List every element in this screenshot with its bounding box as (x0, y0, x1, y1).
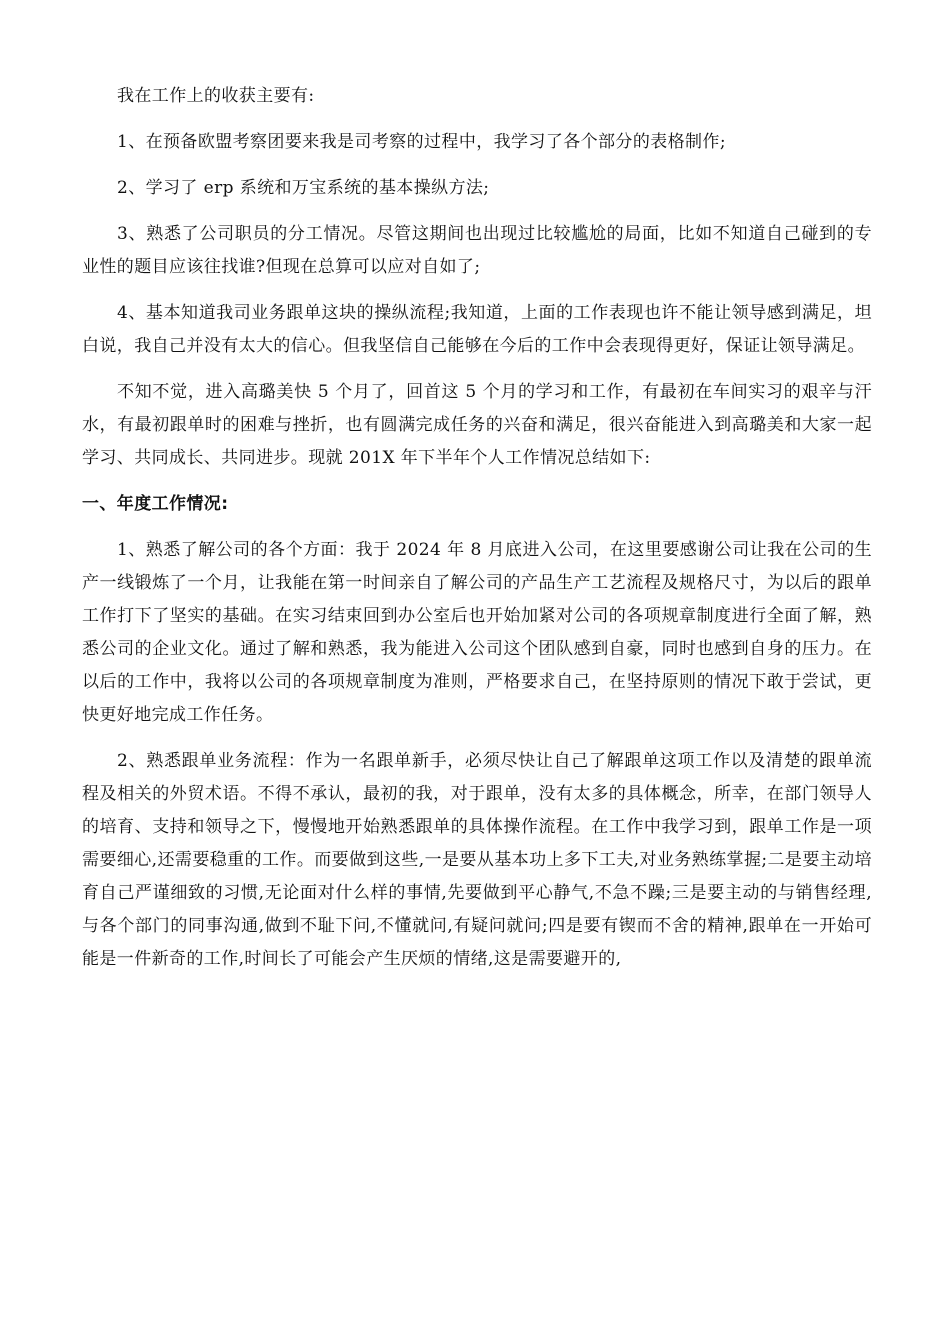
paragraph-item-2: 2、学习了 erp 系统和万宝系统的基本操纵方法; (117, 178, 490, 198)
paragraph-item-3: 3、熟悉了公司职员的分工情况。尽管这期间也出现过比较尴尬的局面，比如不知道自己碰到的专业性的题目应该往找谁?但现在总算可以应对自如了; (82, 224, 872, 277)
paragraph-item-4: 4、基本知道我司业务跟单这块的操纵流程;我知道，上面的工作表现也许不能让领导感到满足，坦白说，我自己并没有太大的信心。但我坚信自己能够在今后的工作中会表现得更好，保证让领导满足。 (82, 303, 872, 356)
paragraph-summary-intro: 不知不觉，进入高璐美快 5 个月了，回首这 5 个月的学习和工作，有最初在车间实习的艰辛与汗水，有最初跟单时的困难与挫折，也有圆满完成任务的兴奋和满足，很兴奋能进入到高璐美和大家一起学习、共同成长、共同进步。现就 201X 年下半年个人工作情况总结如下: (82, 382, 872, 468)
document-page (82, 80, 872, 989)
paragraph-order-process: 2、熟悉跟单业务流程：作为一名跟单新手，必须尽快让自己了解跟单这项工作以及清楚的跟单流程及相关的外贸术语。不得不承认，最初的我，对于跟单，没有太多的具体概念，所幸，在部门领导人的培育、支持和领导之下，慢慢地开始熟悉跟单的具体操作流程。在工作中我学习到，跟单工作是一项需要细心,还需要稳重的工作。而要做到这些,一是要从基本功上多下工夫,对业务熟练掌握;二是要主动培育自己严谨细致的习惯,无论面对什么样的事情,先要做到平心静气,不急不躁;三是要主动的与销售经理,与各个部门的同事沟通,做到不耻下问,不懂就问,有疑问就问;四是要有锲而不舍的精神,跟单在一开始可能是一件新奇的工作,时间长了可能会产生厌烦的情绪,这是需要避开的, (82, 751, 872, 969)
paragraph-company-familiarization: 1、熟悉了解公司的各个方面：我于 2024 年 8 月底进入公司，在这里要感谢公司让我在公司的生产一线锻炼了一个月，让我能在第一时间亲自了解公司的产品生产工艺流程及规格尺寸，为以后的跟单工作打下了坚实的基础。在实习结束回到办公室后也开始加紧对公司的各项规章制度进行全面了解，熟悉公司的企业文化。通过了解和熟悉，我为能进入公司这个团队感到自豪，同时也感到自身的压力。在以后的工作中，我将以公司的各项规章制度为准则，严格要求自己，在坚持原则的情况下敢于尝试，更快更好地完成工作任务。 (82, 540, 872, 725)
paragraph-gains-intro: 我在工作上的收获主要有: (117, 86, 315, 106)
section-heading-annual-work: 一、年度工作情况: (82, 494, 229, 514)
paragraph-item-1: 1、在预备欧盟考察团要来我是司考察的过程中，我学习了各个部分的表格制作; (117, 132, 726, 152)
